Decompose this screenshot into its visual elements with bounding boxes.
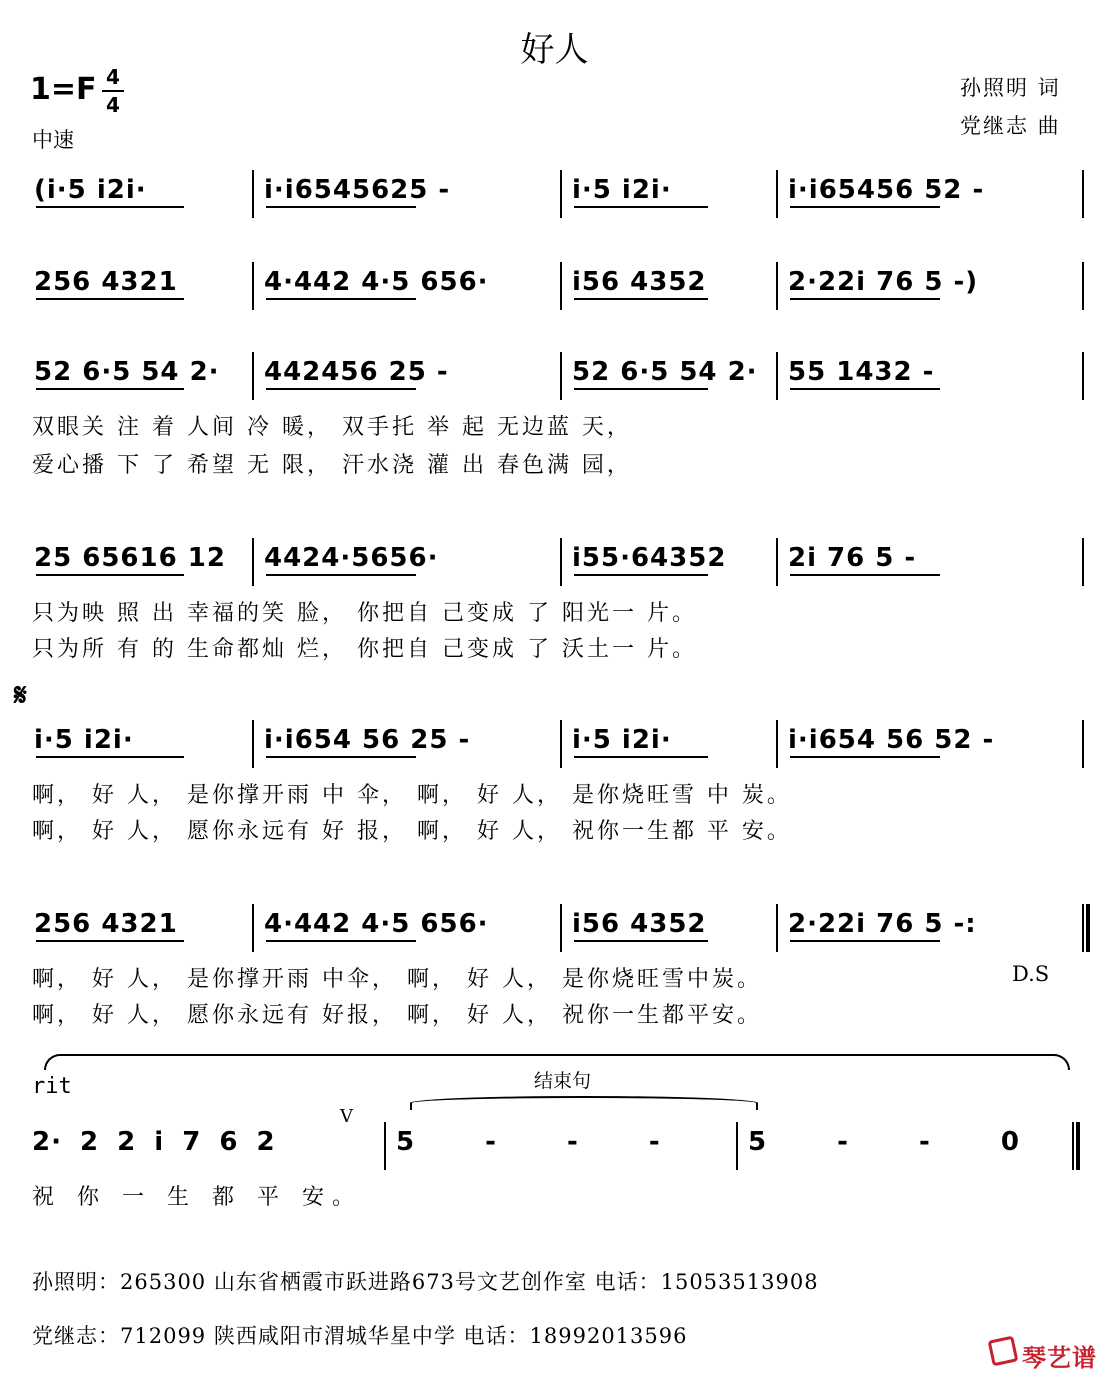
barline xyxy=(776,904,778,952)
measure: 52 6·5 54 2· xyxy=(572,357,758,387)
lyric-line xyxy=(0,814,1109,846)
measure: 55 1432 - xyxy=(788,357,935,387)
barline xyxy=(1082,170,1084,218)
measure: 2i 76 5 - xyxy=(788,543,917,573)
measure: 256 4321 xyxy=(34,909,178,939)
measure: i·5 i2i· xyxy=(572,175,672,205)
beam-line xyxy=(266,756,416,758)
lyric-line xyxy=(0,448,1109,480)
barline xyxy=(776,538,778,586)
measure: i·i65456 52 - xyxy=(788,175,985,205)
lyric-line xyxy=(0,998,1109,1030)
barline xyxy=(1082,262,1084,310)
coda-row xyxy=(0,1106,1109,1170)
measure: i·5 i2i· xyxy=(572,725,672,755)
measure: 442456 25 - xyxy=(264,357,449,387)
measure: i56 4352 xyxy=(572,909,707,939)
lyric-text: 啊， 好 人， 愿你永远有 好 报， 啊， 好 人， 祝你一生都 平 安。 xyxy=(32,819,792,844)
contact-composer: 党继志：712099 陕西咸阳市渭城华星中学 电话：18992013596 xyxy=(32,1324,688,1348)
lyric-text: 只为映 照 出 幸福的笑 脸， 你把自 己变成 了 阳光一 片。 xyxy=(32,601,697,626)
logo-icon xyxy=(988,1336,1019,1367)
beam-line xyxy=(36,574,184,576)
time-signature xyxy=(100,64,126,118)
beam-line xyxy=(574,940,708,942)
beam-line xyxy=(266,298,416,300)
tempo-marking: 中速 xyxy=(32,128,74,152)
lyric-text: 啊， 好 人， 是你撑开雨 中 伞， 啊， 好 人， 是你烧旺雪 中 炭。 xyxy=(32,783,792,808)
beam-line xyxy=(790,940,940,942)
lyric-line xyxy=(0,596,1109,628)
barline xyxy=(560,262,562,310)
measure: 25 65616 12 xyxy=(34,543,226,573)
barline xyxy=(1082,904,1090,952)
lyric-text: 只为所 有 的 生命都灿 烂， 你把自 己变成 了 沃土一 片。 xyxy=(32,637,697,662)
barline xyxy=(776,262,778,310)
barline xyxy=(252,904,254,952)
barline xyxy=(736,1122,738,1170)
ds-marking: D.S xyxy=(1012,962,1050,986)
lyric-line xyxy=(0,632,1109,664)
measure: (i·5 i2i· xyxy=(34,175,147,205)
measure: 2·22i 76 5 -: xyxy=(788,909,977,939)
barline xyxy=(560,352,562,400)
watermark-logo xyxy=(990,1334,1100,1370)
beam-line xyxy=(266,206,416,208)
measure: 52 6·5 54 2· xyxy=(34,357,220,387)
measure: i56 4352 xyxy=(572,267,707,297)
song-title: 好人 xyxy=(520,30,589,70)
beam-line xyxy=(790,756,940,758)
measure: 256 4321 xyxy=(34,267,178,297)
beam-line xyxy=(790,206,940,208)
lyric-line xyxy=(0,410,1109,442)
barline xyxy=(252,170,254,218)
system-row xyxy=(0,720,1109,768)
lyric-text: 啊， 好 人， 愿你永远有 好报， 啊， 好 人， 祝你一生都平安。 xyxy=(32,1003,762,1028)
measure: i·i654 56 52 - xyxy=(788,725,995,755)
barline xyxy=(1082,720,1084,768)
beam-line xyxy=(574,574,708,576)
measure: i·i654 56 25 - xyxy=(264,725,471,755)
system-row xyxy=(0,262,1109,310)
beam-line xyxy=(266,940,416,942)
beam-line xyxy=(574,388,708,390)
beam-line xyxy=(790,388,940,390)
lyric-line xyxy=(0,778,1109,810)
breath-mark: V xyxy=(340,1106,353,1127)
beam-line xyxy=(36,756,184,758)
contact-lyricist: 孙照明：265300 山东省栖霞市跃进路673号文艺创作室 电话：15053513908 xyxy=(32,1270,819,1294)
barline xyxy=(252,262,254,310)
measure: 4424·5656· xyxy=(264,543,439,573)
beam-line xyxy=(574,756,708,758)
measure: i·5 i2i· xyxy=(34,725,134,755)
barline xyxy=(384,1122,386,1170)
beam-line xyxy=(36,940,184,942)
ending-label: 结束句 xyxy=(534,1070,592,1092)
barline xyxy=(1082,538,1084,586)
system-row xyxy=(0,352,1109,400)
barline xyxy=(1082,352,1084,400)
beam-line xyxy=(36,388,184,390)
final-barline xyxy=(1072,1122,1080,1170)
barline xyxy=(560,904,562,952)
beam-line xyxy=(36,206,184,208)
measure: 4·442 4·5 656· xyxy=(264,909,489,939)
barline xyxy=(776,720,778,768)
barline xyxy=(252,538,254,586)
coda-lyrics: 祝 你 一 生 都 平 安。 xyxy=(32,1185,362,1210)
lyric-text: 双眼关 注 着 人间 冷 暖， 双手托 举 起 无边蓝 天， xyxy=(32,415,632,440)
measure: 2·22i 76 5 -) xyxy=(788,267,979,297)
beam-line xyxy=(266,574,416,576)
system-row xyxy=(0,538,1109,586)
ending-slur xyxy=(410,1096,758,1110)
beam-line xyxy=(266,388,416,390)
segno-sign: 𝄋 xyxy=(14,678,27,713)
barline xyxy=(776,352,778,400)
coda-measure-2: 5 - - - xyxy=(396,1127,661,1157)
barline xyxy=(252,352,254,400)
barline xyxy=(560,720,562,768)
measure: i55·64352 xyxy=(572,543,727,573)
beam-line xyxy=(574,206,708,208)
barline xyxy=(560,538,562,586)
coda-measure-1: 2· 2 2 i 7 6 2 xyxy=(32,1127,276,1157)
barline xyxy=(560,170,562,218)
lyricist-credit: 孙照明 词 xyxy=(960,76,1061,100)
beam-line xyxy=(574,298,708,300)
rit-marking: rit xyxy=(32,1074,72,1099)
system-row xyxy=(0,904,1109,952)
measure: 4·442 4·5 656· xyxy=(264,267,489,297)
lyric-line xyxy=(0,962,1109,994)
barline xyxy=(252,720,254,768)
beam-line xyxy=(36,298,184,300)
composer-credit: 党继志 曲 xyxy=(960,114,1061,138)
lyric-text: 啊， 好 人， 是你撑开雨 中伞， 啊， 好 人， 是你烧旺雪中炭。 xyxy=(32,967,762,992)
barline xyxy=(776,170,778,218)
key-signature: 1=F xyxy=(30,72,97,107)
beam-line xyxy=(790,574,940,576)
coda-measure-3: 5 - - 0 xyxy=(748,1127,1020,1157)
time-sig-top: 4 xyxy=(106,65,120,89)
lyric-text: 爱心播 下 了 希望 无 限， 汗水浇 灌 出 春色满 园， xyxy=(32,453,632,478)
time-sig-bottom: 4 xyxy=(106,93,120,117)
beam-line xyxy=(790,298,940,300)
measure: i·i6545625 - xyxy=(264,175,451,205)
watermark-text: 琴艺谱 xyxy=(1022,1344,1097,1372)
system-row xyxy=(0,170,1109,218)
